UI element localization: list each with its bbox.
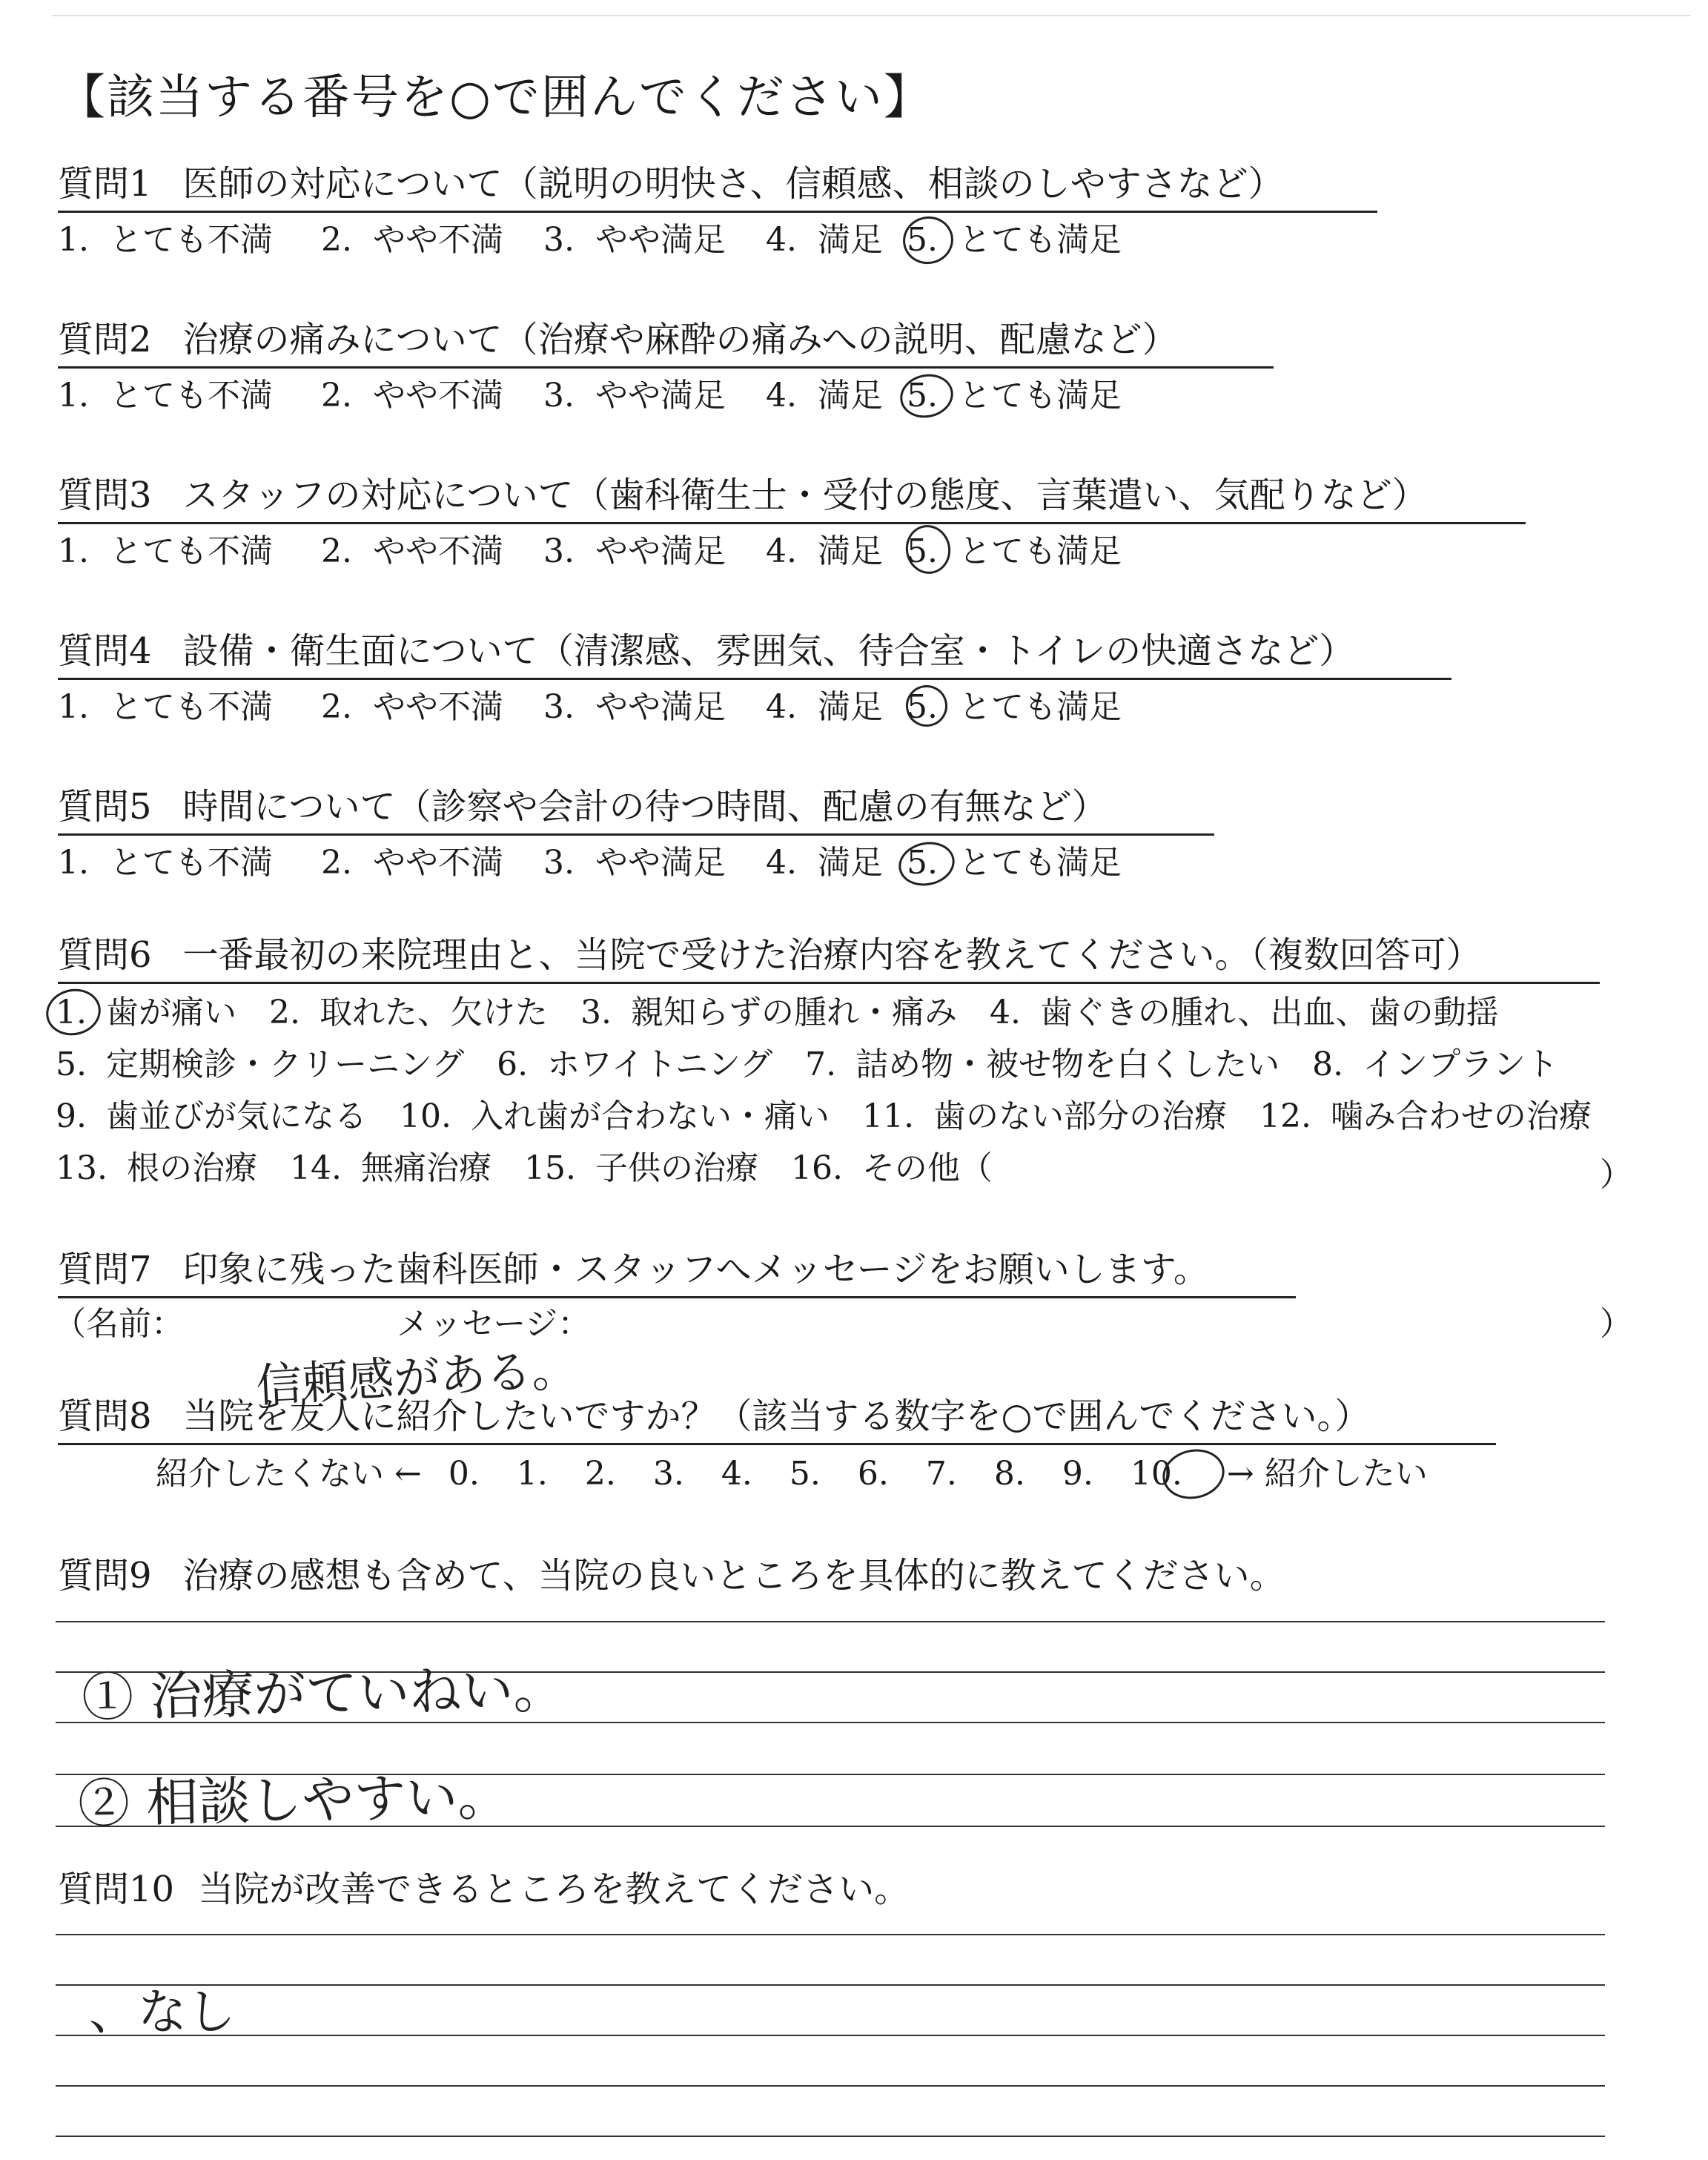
page-title: 【該当する番号を○で囲んでください】 <box>58 70 933 125</box>
question-text: 治療の感想も含めて、当院の良いところを具体的に教えてください。 <box>182 1555 1285 1596</box>
answer-line <box>56 2136 1605 2137</box>
question-3-title <box>58 473 1428 518</box>
answer-line <box>56 1934 1605 1935</box>
scale-option[interactable]: 4. <box>721 1455 752 1493</box>
q6-option[interactable]: 6. ホワイトニング <box>497 1046 773 1083</box>
question-underline <box>58 833 1214 836</box>
question-text: 設備・衛生面について（清潔感、雰囲気、待合室・トイレの快適さなど） <box>182 630 1355 672</box>
option-5[interactable]: 5. とても満足 <box>907 377 1122 415</box>
option-4[interactable]: 4. 満足 <box>766 377 883 415</box>
handwritten-message: 信頼感がある。 <box>254 1341 579 1413</box>
question-9-title <box>58 1553 1285 1598</box>
scale-option[interactable]: 5. <box>789 1455 821 1493</box>
question-text: 一番最初の来院理由と、当院で受けた治療内容を教えてください。（複数回答可） <box>182 934 1482 976</box>
question-text: 治療の痛みについて（治療や麻酔の痛みへの説明、配慮など） <box>182 319 1178 360</box>
option-3[interactable]: 3. やや満足 <box>543 377 726 415</box>
name-label: （名前： <box>53 1305 184 1343</box>
option-1[interactable]: 1. とても不満 <box>58 532 273 570</box>
scale-option[interactable]: 3. <box>652 1455 684 1493</box>
q6-option[interactable]: 16. その他（ <box>790 1149 993 1187</box>
option-4[interactable]: 4. 満足 <box>766 532 883 570</box>
scale-right-label: → 紹介したい <box>1226 1455 1428 1493</box>
answer-line <box>56 2085 1605 2087</box>
scale-option[interactable]: 1. <box>516 1455 548 1493</box>
scale-option[interactable]: 2. <box>584 1455 616 1493</box>
q6-option[interactable]: 2. 取れた、欠けた <box>268 994 548 1031</box>
question-number: 質問8 <box>58 1396 152 1437</box>
question-number: 質問5 <box>58 786 152 828</box>
scale-option[interactable]: 7. <box>925 1455 957 1493</box>
scale-option[interactable]: 10. <box>1130 1455 1182 1493</box>
message-label: メッセージ： <box>397 1305 591 1343</box>
answer-line <box>56 1621 1605 1622</box>
option-4[interactable]: 4. 満足 <box>766 688 883 726</box>
q6-option[interactable]: 1. 歯が痛い <box>56 994 236 1031</box>
referral-scale <box>156 1453 1428 1495</box>
question-number: 質問10 <box>58 1869 175 1910</box>
q6-option[interactable]: 9. 歯並びが気になる <box>56 1097 367 1135</box>
question-underline <box>58 982 1600 984</box>
option-2[interactable]: 2. やや不満 <box>321 221 503 259</box>
handwritten-answer-1: ① 治療がていねい。 <box>81 1659 566 1728</box>
question-text: 医師の対応について（説明の明快さ、信頼感、相談のしやすさなど） <box>182 163 1284 205</box>
question-1-title <box>58 162 1284 206</box>
question-underline <box>58 522 1526 524</box>
question-text: スタッフの対応について（歯科衛生士・受付の態度、言葉遣い、気配りなど） <box>182 475 1428 516</box>
question-6-title <box>58 933 1482 977</box>
question-underline <box>58 1443 1496 1445</box>
scale-left-label: 紹介したくない ← <box>156 1455 422 1493</box>
question-4-title <box>58 629 1354 673</box>
scale-option[interactable]: 0. <box>448 1455 480 1493</box>
option-1[interactable]: 1. とても不満 <box>58 844 273 882</box>
question-10-title <box>58 1867 910 1912</box>
question-number: 質問3 <box>58 475 152 516</box>
option-2[interactable]: 2. やや不満 <box>321 844 503 882</box>
q6-option[interactable]: 12. 噛み合わせの治療 <box>1259 1097 1592 1135</box>
option-3[interactable]: 3. やや満足 <box>543 532 726 570</box>
message-close-paren[interactable]: ） <box>1600 1305 1632 1343</box>
option-5[interactable]: 5. とても満足 <box>907 532 1122 570</box>
option-3[interactable]: 3. やや満足 <box>543 221 726 259</box>
question-text: 当院を友人に紹介したいですか？（該当する数字を○で囲んでください。） <box>182 1396 1371 1437</box>
question-7-title <box>58 1247 1209 1292</box>
question-underline <box>58 678 1452 680</box>
question-4-options <box>58 687 1122 728</box>
question-number: 質問7 <box>58 1249 152 1290</box>
q6-option[interactable]: 14. 無痛治療 <box>289 1149 491 1187</box>
question-5-title <box>58 785 1108 829</box>
option-2[interactable]: 2. やや不満 <box>321 688 503 726</box>
q6-options-row-4 <box>56 1148 1025 1189</box>
question-8-title <box>58 1394 1370 1439</box>
q6-options-row-1 <box>56 992 1532 1034</box>
scale-option[interactable]: 8. <box>993 1455 1025 1493</box>
option-5[interactable]: 5. とても満足 <box>907 844 1122 882</box>
answer-line <box>56 2035 1605 2036</box>
option-4[interactable]: 4. 満足 <box>766 844 883 882</box>
option-2[interactable]: 2. やや不満 <box>321 377 503 415</box>
q6-options-row-2 <box>56 1044 1591 1086</box>
q6-option[interactable]: 5. 定期検診・クリーニング <box>56 1046 465 1083</box>
question-1-options <box>58 219 1122 261</box>
answer-line <box>56 1984 1605 1986</box>
question-2-title <box>58 317 1178 362</box>
question-text: 印象に残った歯科医師・スタッフへメッセージをお願いします。 <box>182 1249 1209 1290</box>
scale-option[interactable]: 6. <box>857 1455 889 1493</box>
option-1[interactable]: 1. とても不満 <box>58 221 273 259</box>
option-1[interactable]: 1. とても不満 <box>58 377 273 415</box>
q6-option[interactable]: 10. 入れ歯が合わない・痛い <box>399 1097 830 1135</box>
question-5-options <box>58 842 1122 884</box>
option-1[interactable]: 1. とても不満 <box>58 688 273 726</box>
question-number: 質問2 <box>58 319 152 360</box>
scale-option[interactable]: 9. <box>1062 1455 1093 1493</box>
top-border <box>52 15 1690 16</box>
question-text: 当院が改善できるところを教えてください。 <box>198 1869 910 1910</box>
q6-option[interactable]: 8. インプラント <box>1312 1046 1559 1083</box>
q6-option[interactable]: 4. 歯ぐきの腫れ、出血、歯の動揺 <box>989 994 1499 1031</box>
question-3-options <box>58 531 1122 572</box>
question-underline <box>58 1296 1296 1298</box>
option-2[interactable]: 2. やや不満 <box>321 532 503 570</box>
option-3[interactable]: 3. やや満足 <box>543 688 726 726</box>
option-5[interactable]: 5. とても満足 <box>907 688 1122 726</box>
q6-option[interactable]: 15. 子供の治療 <box>523 1149 758 1187</box>
question-number: 質問1 <box>58 163 152 205</box>
question-text: 時間について（診察や会計の待つ時間、配慮の有無など） <box>182 786 1108 828</box>
handwritten-improvement: 、なし <box>89 1984 236 2041</box>
q6-option[interactable]: 13. 根の治療 <box>56 1149 257 1187</box>
option-4[interactable]: 4. 満足 <box>766 221 883 259</box>
question-underline <box>58 366 1274 369</box>
question-number: 質問4 <box>58 630 152 672</box>
question-number: 質問6 <box>58 934 152 976</box>
q6-option[interactable]: 3. 親知らずの腫れ・痛み <box>580 994 957 1031</box>
question-2-options <box>58 375 1122 417</box>
handwritten-answer-2: ② 相談しやすい。 <box>77 1766 511 1835</box>
option-3[interactable]: 3. やや満足 <box>543 844 726 882</box>
q6-option[interactable]: 7. 詰め物・被せ物を白くしたい <box>805 1046 1280 1083</box>
option-5[interactable]: 5. とても満足 <box>907 221 1122 259</box>
question-underline <box>58 211 1377 213</box>
q6-options-row-3 <box>56 1096 1624 1137</box>
question-number: 質問9 <box>58 1555 152 1596</box>
q6-option[interactable]: 11. 歯のない部分の治療 <box>861 1097 1227 1135</box>
other-close-paren: ） <box>1600 1156 1632 1194</box>
